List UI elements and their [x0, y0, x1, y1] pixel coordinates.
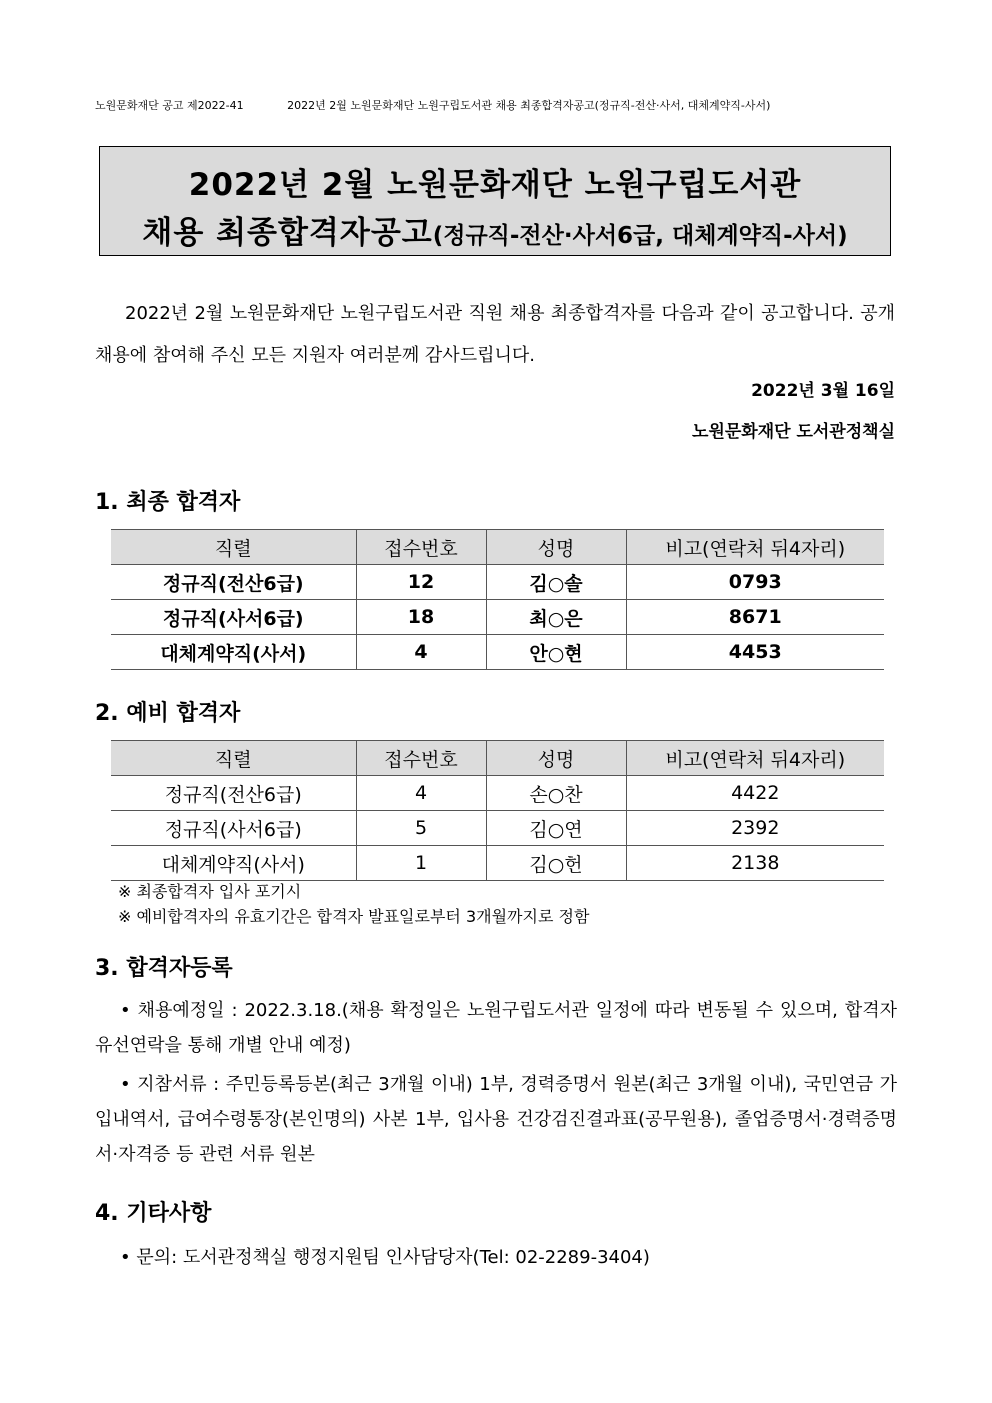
cell-remarks: 2392 [626, 811, 884, 846]
section-3-title: 3. 합격자등록 [95, 956, 233, 981]
cell-position: 대체계약직(사서) [111, 846, 356, 881]
cell-receipt-no: 1 [356, 846, 486, 881]
title-line-2-sub: (정규직-전산·사서6급, 대체계약직-사서) [432, 223, 848, 249]
section-3-item-2: • 지참서류 : 주민등록등본(최근 3개월 이내) 1부, 경력증명서 원본(최근 3개월 이내), 국민연금 가입내역서, 급여수령통장(본인명의) 사본 1부, 입사용 건강검진결과표(공무원용), 졸업증명서·경력증명서·자격증 등 관련 서류 원본 [95, 1074, 897, 1165]
final-passers-table [111, 529, 884, 670]
cell-name: 손○찬 [486, 776, 626, 811]
title-box [99, 146, 891, 256]
table-row [111, 565, 884, 600]
cell-name: 최○은 [486, 600, 626, 635]
col-header-receipt-no: 접수번호 [356, 530, 486, 565]
col-header-receipt-no: 접수번호 [356, 741, 486, 776]
cell-remarks: 8671 [626, 600, 884, 635]
col-header-remarks: 비고(연락처 뒤4자리) [626, 741, 884, 776]
cell-name: 김○헌 [486, 846, 626, 881]
col-header-name: 성명 [486, 530, 626, 565]
cell-name: 김○솔 [486, 565, 626, 600]
section-3-item-1: • 채용예정일 : 2022.3.18.(채용 확정일은 노원구립도서관 일정에 따라 변동될 수 있으며, 합격자 유선연락을 통해 개별 안내 예정) [95, 1000, 897, 1056]
table-row [111, 846, 884, 881]
reserve-passers-table [111, 740, 884, 881]
col-header-name: 성명 [486, 741, 626, 776]
col-header-position: 직렬 [111, 530, 356, 565]
cell-receipt-no: 5 [356, 811, 486, 846]
cell-position: 정규직(전산6급) [111, 776, 356, 811]
note-1: ※ 최종합격자 입사 포기시 [118, 882, 302, 901]
table-row [111, 811, 884, 846]
title-line-2 [100, 207, 890, 252]
doc-running-title: 2022년 2월 노원문화재단 노원구립도서관 채용 최종합격자공고(정규직-전산·사서, 대체계약직-사서) [287, 99, 771, 112]
cell-receipt-no: 12 [356, 565, 486, 600]
title-line-2-main: 채용 최종합격자공고 [142, 215, 433, 251]
cell-position: 정규직(사서6급) [111, 811, 356, 846]
doc-number: 노원문화재단 공고 제2022-41 [95, 99, 244, 112]
cell-remarks: 2138 [626, 846, 884, 881]
table-row [111, 776, 884, 811]
cell-position: 정규직(전산6급) [111, 565, 356, 600]
table-row [111, 635, 884, 670]
cell-receipt-no: 18 [356, 600, 486, 635]
cell-receipt-no: 4 [356, 776, 486, 811]
cell-name: 안○현 [486, 635, 626, 670]
table-header-row [111, 741, 884, 776]
section-4-item-1: • 문의: 도서관정책실 행정지원팀 인사담당자(Tel: 02-2289-3404) [120, 1247, 650, 1268]
intro-paragraph: 2022년 2월 노원문화재단 노원구립도서관 직원 채용 최종합격자를 다음과 같이 공고합니다. 공개채용에 참여해 주신 모든 지원자 여러분께 감사드립니다. [95, 303, 895, 366]
section-2-title: 2. 예비 합격자 [95, 701, 241, 726]
cell-remarks: 4422 [626, 776, 884, 811]
table-row [111, 600, 884, 635]
cell-receipt-no: 4 [356, 635, 486, 670]
notice-issuer: 노원문화재단 도서관정책실 [692, 422, 895, 442]
col-header-position: 직렬 [111, 741, 356, 776]
cell-position: 대체계약직(사서) [111, 635, 356, 670]
section-4-title: 4. 기타사항 [95, 1201, 212, 1226]
notice-date: 2022년 3월 16일 [751, 381, 895, 401]
running-header [95, 97, 895, 113]
cell-position: 정규직(사서6급) [111, 600, 356, 635]
cell-remarks: 0793 [626, 565, 884, 600]
table-header-row [111, 530, 884, 565]
cell-name: 김○연 [486, 811, 626, 846]
title-line-1: 2022년 2월 노원문화재단 노원구립도서관 [188, 167, 802, 203]
note-2: ※ 예비합격자의 유효기간은 합격자 발표일로부터 3개월까지로 정함 [118, 907, 590, 926]
cell-remarks: 4453 [626, 635, 884, 670]
section-1-title: 1. 최종 합격자 [95, 490, 241, 515]
col-header-remarks: 비고(연락처 뒤4자리) [626, 530, 884, 565]
